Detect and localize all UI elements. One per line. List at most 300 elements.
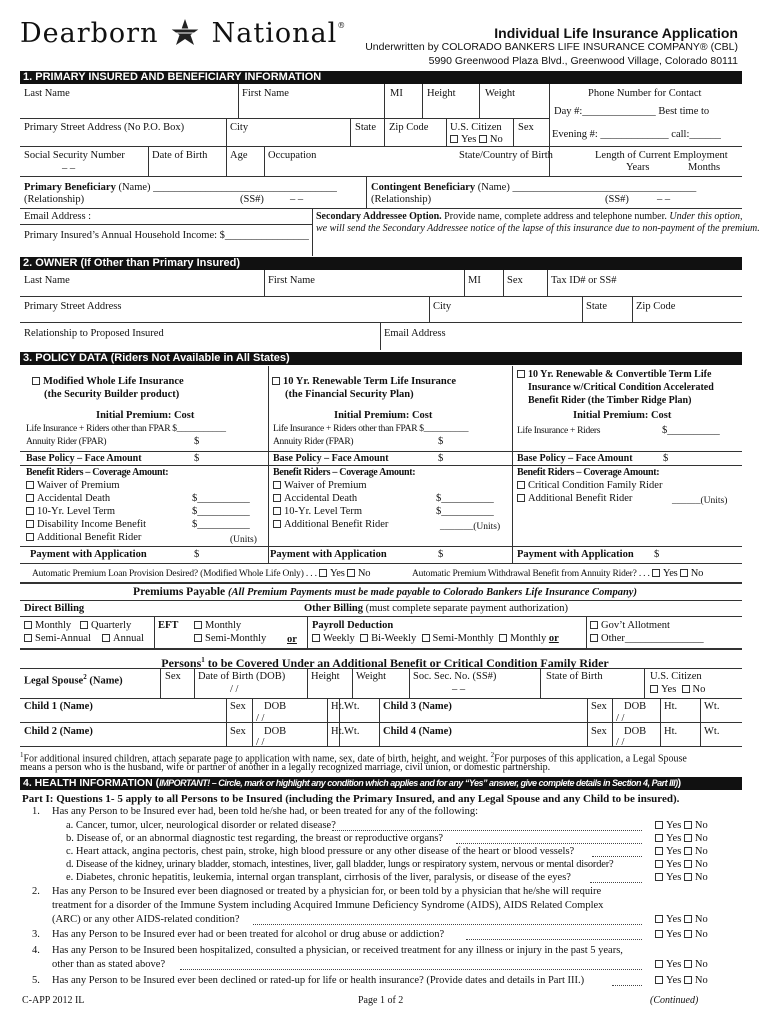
q1b-answer: [655, 833, 708, 845]
spouse-ssn-dash: – –: [452, 684, 466, 695]
star-icon: [168, 18, 202, 46]
child-4-sex: Sex: [591, 726, 607, 737]
q1e-no-checkbox[interactable]: [684, 873, 692, 881]
child-1-dob: DOB: [264, 701, 287, 712]
q2-answer: [655, 914, 708, 926]
months-label: Months: [688, 162, 721, 173]
col3-payment-dollar[interactable]: $: [654, 549, 660, 560]
product-2-subtitle: (the Financial Security Plan): [285, 389, 414, 400]
col2-abr[interactable]: [273, 519, 388, 531]
col2-waiver-label: Waiver of Premium: [284, 480, 367, 491]
q1b-yes-checkbox[interactable]: [655, 834, 663, 842]
payroll-biweekly-checkbox[interactable]: [360, 634, 368, 642]
q1a-text: a. Cancer, tumor, ulcer, neurological disorder or related disease?: [66, 820, 336, 831]
col2-payment: Payment with Application: [270, 549, 387, 560]
col2-waiver-checkbox[interactable]: [273, 481, 281, 489]
col1-level-term-checkbox[interactable]: [26, 507, 34, 515]
fn-text-1: For additional insured children, attach separate page to application with name, sex, date of birth, height, and weight.: [23, 753, 489, 765]
logo-text-left: Dearborn: [20, 18, 159, 49]
q1b-no-checkbox[interactable]: [684, 834, 692, 842]
col1-life-riders[interactable]: Life Insurance + Riders other than FPAR $___________: [26, 424, 226, 434]
q4-no-checkbox[interactable]: [684, 960, 692, 968]
q2-number: 2.: [32, 886, 40, 897]
spouse-sob-label: State of Birth: [546, 671, 603, 682]
direct-semiannual-checkbox[interactable]: [24, 634, 32, 642]
product-2-checkbox[interactable]: [272, 377, 280, 385]
q1a-yes-checkbox[interactable]: [655, 821, 663, 829]
q1a-no: No: [694, 820, 708, 831]
direct-quarterly-checkbox[interactable]: [80, 621, 88, 629]
product-modified-whole-life[interactable]: [32, 376, 184, 388]
form-title: Individual Life Insurance Application: [494, 25, 738, 41]
col2-annuity-rider: Annuity Rider (FPAR): [273, 437, 354, 447]
q3-answer: [655, 929, 708, 941]
owner-sex-label: Sex: [507, 275, 523, 286]
continued-note: (Continued): [650, 995, 699, 1006]
age-label: Age: [230, 150, 248, 161]
fn-text-2: For purposes of this application, a Legal Spouse: [494, 753, 687, 765]
section-4-title: 4. HEALTH INFORMATION (: [23, 777, 160, 789]
phone-contact-label: Phone Number for Contact: [588, 88, 702, 99]
child-2-ht: Ht.: [331, 726, 345, 737]
col1-level-term[interactable]: [26, 506, 115, 518]
payroll-monthly-checkbox[interactable]: [499, 634, 507, 642]
other-billing-label: [304, 603, 568, 615]
col3-payment: Payment with Application: [517, 549, 634, 560]
child-1-sex: Sex: [230, 701, 246, 712]
persons-title-1: Persons: [161, 656, 202, 670]
col1-units: (Units): [230, 535, 257, 545]
q3-no: No: [694, 929, 708, 940]
col2-accidental-label: Accidental Death: [284, 493, 358, 504]
payroll-semimonthly-checkbox[interactable]: [422, 634, 430, 642]
col3-abr-label: Additional Benefit Rider: [528, 493, 633, 504]
col3-ccfr-checkbox[interactable]: [517, 481, 525, 489]
q1c-answer: [655, 846, 708, 858]
q1e-no: No: [694, 872, 708, 883]
product-timber-ridge[interactable]: [517, 369, 711, 381]
payroll-deduction-label: Payroll Deduction: [312, 620, 394, 631]
spouse-citizen-options: [650, 684, 705, 696]
email-label: Email Address :: [24, 211, 92, 222]
child-1-ht: Ht.: [331, 701, 345, 712]
auto-withdraw-no: No: [690, 568, 704, 579]
logo-text-right: National: [211, 18, 338, 49]
first-name-label: First Name: [242, 88, 289, 99]
col2-payment-dollar[interactable]: $: [438, 549, 444, 560]
payroll-weekly: Weekly: [323, 633, 355, 644]
col2-level-term-label: 10-Yr. Level Term: [284, 506, 363, 517]
section-1-header: 1. PRIMARY INSURED AND BENEFICIARY INFORMATION: [20, 71, 742, 84]
billing-semi-annual[interactable]: [24, 633, 91, 645]
employment-label: Length of Current Employment: [595, 150, 728, 161]
direct-annual-checkbox[interactable]: [102, 634, 110, 642]
owner-mi-label: MI: [468, 275, 481, 286]
billing-quarterly[interactable]: [80, 620, 131, 632]
product-1-checkbox[interactable]: [32, 377, 40, 385]
govt-allotment-checkbox[interactable]: [590, 621, 598, 629]
owner-zip-label: Zip Code: [636, 301, 676, 312]
occupation-label: Occupation: [268, 150, 317, 161]
spouse-citizen-yes: Yes: [661, 684, 677, 695]
auto-withdraw-yes: Yes: [662, 568, 678, 579]
form-number: C-APP 2012 IL: [22, 995, 85, 1006]
payroll-weekly-checkbox[interactable]: [312, 634, 320, 642]
q1a-answer: [655, 820, 708, 832]
col1-abr-checkbox[interactable]: [26, 533, 34, 541]
child-3-label: Child 3 (Name): [383, 701, 452, 712]
eft-monthly-label: Monthly: [205, 620, 242, 631]
q1c-yes-checkbox[interactable]: [655, 847, 663, 855]
col1-waiver-label: Waiver of Premium: [37, 480, 120, 491]
col1-annuity-dollar[interactable]: $: [194, 436, 200, 447]
us-citizen-label: U.S. Citizen: [450, 122, 502, 133]
auto-withdraw-no-checkbox[interactable]: [680, 569, 688, 577]
q1-text: Has any Person to be Insured ever had, been told he/she had, or been treated for any of the following:: [52, 806, 478, 817]
q1e-yes-checkbox[interactable]: [655, 873, 663, 881]
col1-annuity-rider: Annuity Rider (FPAR): [26, 437, 107, 447]
direct-monthly-checkbox[interactable]: [24, 621, 32, 629]
col3-abr-checkbox[interactable]: [517, 494, 525, 502]
govt-allotment-label: Gov’t Allotment: [601, 620, 670, 631]
q1c-no-checkbox[interactable]: [684, 847, 692, 855]
q2-no: No: [694, 914, 708, 925]
owner-first-label: First Name: [268, 275, 315, 286]
child-1-wt: Wt.: [344, 701, 360, 712]
spouse-dob-label: Date of Birth (DOB): [198, 671, 286, 682]
col1-waiver-checkbox[interactable]: [26, 481, 34, 489]
q2-text-a: Has any Person to be Insured ever been diagnosed or treated by a physician for, or been told by a physician that he/she will require: [52, 886, 602, 897]
section-2-header: 2. OWNER (If Other than Primary Insured): [20, 257, 742, 270]
auto-loan-no: No: [357, 568, 371, 579]
spouse-citizen-label: U.S. Citizen: [650, 671, 702, 682]
child-3-ht: Ht.: [664, 701, 678, 712]
col2-annuity-dollar[interactable]: $: [438, 436, 444, 447]
child-3-dob: DOB: [624, 701, 647, 712]
col1-abr-label: Additional Benefit Rider: [37, 532, 142, 543]
or-label-2: or: [548, 633, 559, 644]
child-4-dob: DOB: [624, 726, 647, 737]
height-label: Height: [427, 88, 456, 99]
col2-base-dollar[interactable]: $: [438, 453, 444, 464]
col2-initial-premium: Initial Premium: Cost: [334, 410, 433, 421]
child-3-dob-slash: / /: [616, 713, 625, 724]
contingent-beneficiary-label: Contingent Beneficiary: [371, 182, 476, 193]
child-2-dob-slash: / /: [256, 737, 265, 748]
billing-annual[interactable]: [102, 633, 144, 645]
govt-allotment[interactable]: [590, 620, 670, 632]
secondary-title: Secondary Addressee Option.: [316, 211, 442, 222]
col2-abr-label: Additional Benefit Rider: [284, 519, 389, 530]
eft-semimonthly-label: Semi-Monthly: [205, 633, 267, 644]
col1-accidental[interactable]: [26, 493, 110, 505]
persons-title-2: to be Covered Under an Additional Benefit or Critical Condition Family Rider: [207, 656, 609, 670]
q3-number: 3.: [32, 929, 40, 940]
primary-beneficiary[interactable]: [24, 182, 337, 194]
direct-annual-label: Annual: [113, 633, 144, 644]
col3-ccfr[interactable]: [517, 480, 662, 492]
col2-life-riders[interactable]: Life Insurance + Riders other than FPAR $__________: [273, 424, 469, 434]
col1-accidental-checkbox[interactable]: [26, 494, 34, 502]
auto-withdraw-yes-checkbox[interactable]: [652, 569, 660, 577]
q2-text-b: treatment for a disorder of the Immune System including Acquired Immune Deficiency Syndrome (AIDS), AIDS Related Complex: [52, 900, 604, 911]
spouse-citizen-yes-checkbox[interactable]: [650, 685, 658, 693]
q1e-text: e. Diabetes, chronic hepatitis, leukemia, internal organ transplant, cirrhosis of the liver, paralysis, or disease of the eyes?: [66, 872, 571, 883]
primary-beneficiary-name: (Name) ___________________________________: [118, 182, 337, 193]
eft-monthly-checkbox[interactable]: [194, 621, 202, 629]
product-3-subtitle-2: Benefit Rider (the Timber Ridge Plan): [528, 395, 692, 406]
col1-disability[interactable]: [26, 519, 146, 531]
child-1-dob-slash: / /: [256, 713, 265, 724]
spouse-dob-slash: / /: [230, 684, 239, 695]
primary-ss-dash: – –: [290, 194, 304, 205]
q2-no-checkbox[interactable]: [684, 915, 692, 923]
col1-accidental-amount[interactable]: $__________: [192, 493, 250, 504]
section-4-header: 4. HEALTH INFORMATION (IMPORTANT! – Circle, mark or highlight any condition which applies and for any “Yes” answer, give complete details in Section 4, Part III)): [20, 777, 742, 790]
q4-text-b: other than as stated above?: [52, 959, 166, 970]
or-label-1: or: [287, 634, 297, 645]
company-address: 5990 Greenwood Plaza Blvd., Greenwood Village, Colorado 80111: [428, 55, 738, 67]
q5-no-checkbox[interactable]: [684, 976, 692, 984]
contingent-ss-label: (SS#): [605, 194, 629, 205]
registered-mark: ®: [337, 21, 347, 30]
evening-phone-field[interactable]: Evening #: _____________ call:______: [552, 129, 721, 140]
billing-monthly[interactable]: [24, 620, 71, 632]
col3-initial-premium: Initial Premium: Cost: [573, 410, 672, 421]
auto-loan-no-checkbox[interactable]: [347, 569, 355, 577]
owner-city-label: City: [433, 301, 452, 312]
mi-label: MI: [390, 88, 403, 99]
col2-units[interactable]: _______(Units): [440, 522, 501, 532]
child-4-wt: Wt.: [704, 726, 720, 737]
col2-accidental-checkbox[interactable]: [273, 494, 281, 502]
q1b-yes: Yes: [666, 833, 682, 844]
q1b-text: b. Disease of, or an abnormal diagnostic test regarding, the breast or reproductive organs?: [66, 833, 444, 844]
direct-billing-label: Direct Billing: [24, 603, 85, 614]
col1-level-term-amount[interactable]: $__________: [192, 506, 250, 517]
spouse-weight-label: Weight: [356, 671, 387, 682]
q5-yes: Yes: [666, 975, 682, 986]
child-2-sex: Sex: [230, 726, 246, 737]
col1-level-term-label: 10-Yr. Level Term: [37, 506, 116, 517]
q5-no: No: [694, 975, 708, 986]
auto-loan-yes-checkbox[interactable]: [319, 569, 327, 577]
product-3-subtitle-1: Insurance w/Critical Condition Accelerated: [528, 382, 714, 393]
product-3-checkbox[interactable]: [517, 370, 525, 378]
q4-number: 4.: [32, 945, 40, 956]
q2-yes: Yes: [666, 914, 682, 925]
state-label: State: [355, 122, 376, 133]
col2-abr-checkbox[interactable]: [273, 520, 281, 528]
q1a-no-checkbox[interactable]: [684, 821, 692, 829]
col2-level-term-amount[interactable]: $__________: [436, 506, 494, 517]
street-address-label: Primary Street Address (No P.O. Box): [24, 122, 185, 133]
eft-monthly[interactable]: [194, 620, 241, 632]
direct-semiannual-label: Semi-Annual: [35, 633, 91, 644]
child-2-label: Child 2 (Name): [24, 726, 93, 737]
auto-loan-question: Automatic Premium Loan Provision Desired? (Modified Whole Life Only) . . .: [32, 569, 317, 579]
owner-last-label: Last Name: [24, 275, 70, 286]
child-2-dob: DOB: [264, 726, 287, 737]
col2-level-term-checkbox[interactable]: [273, 507, 281, 515]
spouse-name-lbl: (Name): [89, 675, 123, 687]
secondary-text-1: Provide name, complete address and telephone number.: [444, 211, 667, 222]
spouse-citizen-no-checkbox[interactable]: [682, 685, 690, 693]
col2-level-term[interactable]: [273, 506, 362, 518]
secondary-text-2: Under this option,: [669, 211, 743, 222]
q1c-no: No: [694, 846, 708, 857]
auto-loan-yes: Yes: [329, 568, 345, 579]
q1d-no: No: [694, 859, 708, 870]
ssn-dash: – –: [62, 163, 76, 174]
state-of-birth-label: State/Country of Birth: [459, 150, 553, 161]
other-billing-title: Other Billing: [304, 603, 364, 614]
col2-waiver[interactable]: [273, 480, 367, 492]
owner-tax-label: Tax ID# or SS#: [551, 275, 617, 286]
spouse-ssn-label: Soc. Sec. No. (SS#): [413, 671, 497, 682]
child-4-label: Child 4 (Name): [383, 726, 452, 737]
col3-life-riders: Life Insurance + Riders: [517, 426, 601, 436]
dob-label: Date of Birth: [152, 150, 208, 161]
section-4-note: IMPORTANT! – Circle, mark or highlight any condition which applies and for any “Yes” answer, give complete details in Section 4, Part III): [159, 778, 678, 788]
q3-yes-checkbox[interactable]: [655, 930, 663, 938]
payroll-monthly: Monthly: [510, 633, 547, 644]
col1-base-policy: Base Policy – Face Amount: [26, 453, 142, 464]
q5-number: 5.: [32, 975, 40, 986]
eft-semimonthly[interactable]: [194, 633, 266, 645]
auto-premium-loan: [32, 568, 370, 580]
payroll-biweekly: Bi-Weekly: [371, 633, 417, 644]
q1c-text: c. Heart attack, angina pectoris, chest pain, stroke, high blood pressure or any other disease of the heart or blood vessels?: [66, 846, 575, 857]
product-1-title: Modified Whole Life Insurance: [43, 376, 184, 387]
col1-benefit-riders: Benefit Riders – Coverage Amount:: [26, 467, 169, 478]
col1-base-dollar[interactable]: $: [194, 453, 200, 464]
payroll-options: [312, 633, 559, 645]
other-option-label: Other_______________: [601, 633, 704, 644]
col1-disability-label: Disability Income Benefit: [37, 519, 147, 530]
q4-no: No: [694, 959, 708, 970]
direct-quarterly-label: Quarterly: [91, 620, 132, 631]
spouse-sup: 2: [83, 673, 87, 681]
other-billing-note: (must complete separate payment authorization): [365, 603, 568, 614]
q2-yes-checkbox[interactable]: [655, 915, 663, 923]
sex-label: Sex: [518, 122, 534, 133]
q3-yes: Yes: [666, 929, 682, 940]
col3-base-policy: Base Policy – Face Amount: [517, 453, 633, 464]
primary-ss-label: (SS#): [240, 194, 264, 205]
col3-units[interactable]: ______(Units): [672, 496, 728, 506]
q1e-answer: [655, 872, 708, 884]
col1-disability-amount[interactable]: $__________: [192, 519, 250, 530]
child-3-sex: Sex: [591, 701, 607, 712]
fn-sup-2: 2: [490, 751, 495, 759]
q5-answer: [655, 975, 708, 987]
underwritten-by: Underwritten by COLORADO BANKERS LIFE INSURANCE COMPANY® (CBL): [365, 41, 738, 53]
col1-disability-checkbox[interactable]: [26, 520, 34, 528]
q1-number: 1.: [32, 806, 40, 817]
col1-waiver[interactable]: [26, 480, 120, 492]
product-10yr-term[interactable]: [272, 376, 456, 388]
q4-yes-checkbox[interactable]: [655, 960, 663, 968]
contingent-beneficiary-name: (Name) ___________________________________: [477, 182, 697, 193]
secondary-text-3: we will send the Secondary Addressee notice of the lapse of this insurance due to non-payment of the premium.: [316, 223, 760, 234]
col1-payment-dollar[interactable]: $: [194, 549, 200, 560]
part-1-heading: Part I: Questions 1- 5 apply to all Persons to be Insured (including the Primary Insured, and any Legal Spouse and any Child to be insured).: [22, 793, 680, 805]
citizen-no-checkbox[interactable]: [479, 135, 487, 143]
persons-covered-title: [0, 654, 770, 669]
col2-benefit-riders: Benefit Riders – Coverage Amount:: [273, 467, 416, 478]
col3-life-riders-amount[interactable]: $__________: [662, 425, 720, 436]
q5-yes-checkbox[interactable]: [655, 976, 663, 984]
col2-accidental[interactable]: [273, 493, 357, 505]
col2-accidental-amount[interactable]: $__________: [436, 493, 494, 504]
primary-beneficiary-label: Primary Beneficiary: [24, 182, 116, 193]
spouse-citizen-no: No: [692, 684, 706, 695]
citizen-options: [450, 134, 503, 146]
weight-label: Weight: [485, 88, 516, 99]
logo: [20, 18, 346, 50]
col2-base-policy: Base Policy – Face Amount: [273, 453, 389, 464]
day-phone-field[interactable]: Day #:______________ Best time to: [554, 106, 710, 117]
product-1-subtitle: (the Security Builder product): [44, 389, 180, 400]
contingent-relationship-label: (Relationship): [371, 194, 432, 205]
q1d-text: d. Disease of the kidney, urinary bladder, stomach, intestines, liver, gall bladder, lungs or respiratory system, nervous or mental disorder?: [66, 859, 614, 870]
col1-accidental-label: Accidental Death: [37, 493, 111, 504]
page-number: Page 1 of 2: [358, 995, 404, 1006]
col3-base-dollar[interactable]: $: [663, 453, 669, 464]
persons-sup: 1: [201, 656, 205, 664]
q3-text: Has any Person to be Insured ever had or been treated for alcohol or drug abuse or addiction?: [52, 929, 445, 940]
q1d-yes: Yes: [666, 859, 682, 870]
section-3-header: 3. POLICY DATA (Riders Not Available in All States): [20, 352, 742, 365]
q4-answer: [655, 959, 708, 971]
eft-semimonthly-checkbox[interactable]: [194, 634, 202, 642]
col3-benefit-riders: Benefit Riders – Coverage Amount:: [517, 467, 660, 478]
city-label: City: [230, 122, 249, 133]
q3-no-checkbox[interactable]: [684, 930, 692, 938]
col1-initial-premium: Initial Premium: Cost: [96, 410, 195, 421]
child-4-dob-slash: / /: [616, 737, 625, 748]
legal-spouse-label: [24, 671, 123, 688]
premiums-note: (All Premium Payments must be made payable to Colorado Bankers Life Insurance Company): [228, 587, 637, 598]
q4-text-a: Has any Person to be Insured been hospitalized, consulted a physician, or received treatment for any illness or injury in the past 5 years,: [52, 945, 623, 956]
q1d-yes-checkbox[interactable]: [655, 860, 663, 868]
child-4-ht: Ht.: [664, 726, 678, 737]
direct-monthly-label: Monthly: [35, 620, 72, 631]
col3-abr[interactable]: [517, 493, 632, 505]
income-field[interactable]: Primary Insured’s Annual Household Income: $________________: [24, 230, 309, 241]
fn-sup-1: 1: [20, 751, 24, 759]
citizen-no-label: No: [489, 134, 503, 145]
col1-payment: Payment with Application: [30, 549, 147, 560]
auto-withdraw-question: Automatic Premium Withdrawal Benefit from Annuity Rider? . . .: [412, 569, 650, 579]
product-3-title: 10 Yr. Renewable & Convertible Term Life: [528, 369, 712, 380]
spouse-height-label: Height: [311, 671, 340, 682]
col3-ccfr-label: Critical Condition Family Rider: [528, 480, 663, 491]
q2-text-c: (ARC) or any other AIDS-related condition?: [52, 914, 240, 925]
owner-state-label: State: [586, 301, 607, 312]
citizen-yes-checkbox[interactable]: [450, 135, 458, 143]
other-option-checkbox[interactable]: [590, 634, 598, 642]
other-option[interactable]: [590, 633, 704, 645]
q1d-no-checkbox[interactable]: [684, 860, 692, 868]
product-2-title: 10 Yr. Renewable Term Life Insurance: [283, 376, 457, 387]
contingent-beneficiary[interactable]: [371, 182, 696, 194]
owner-street-label: Primary Street Address: [24, 301, 122, 312]
col1-abr[interactable]: [26, 532, 141, 544]
auto-premium-withdrawal: [412, 568, 703, 580]
child-2-wt: Wt.: [344, 726, 360, 737]
